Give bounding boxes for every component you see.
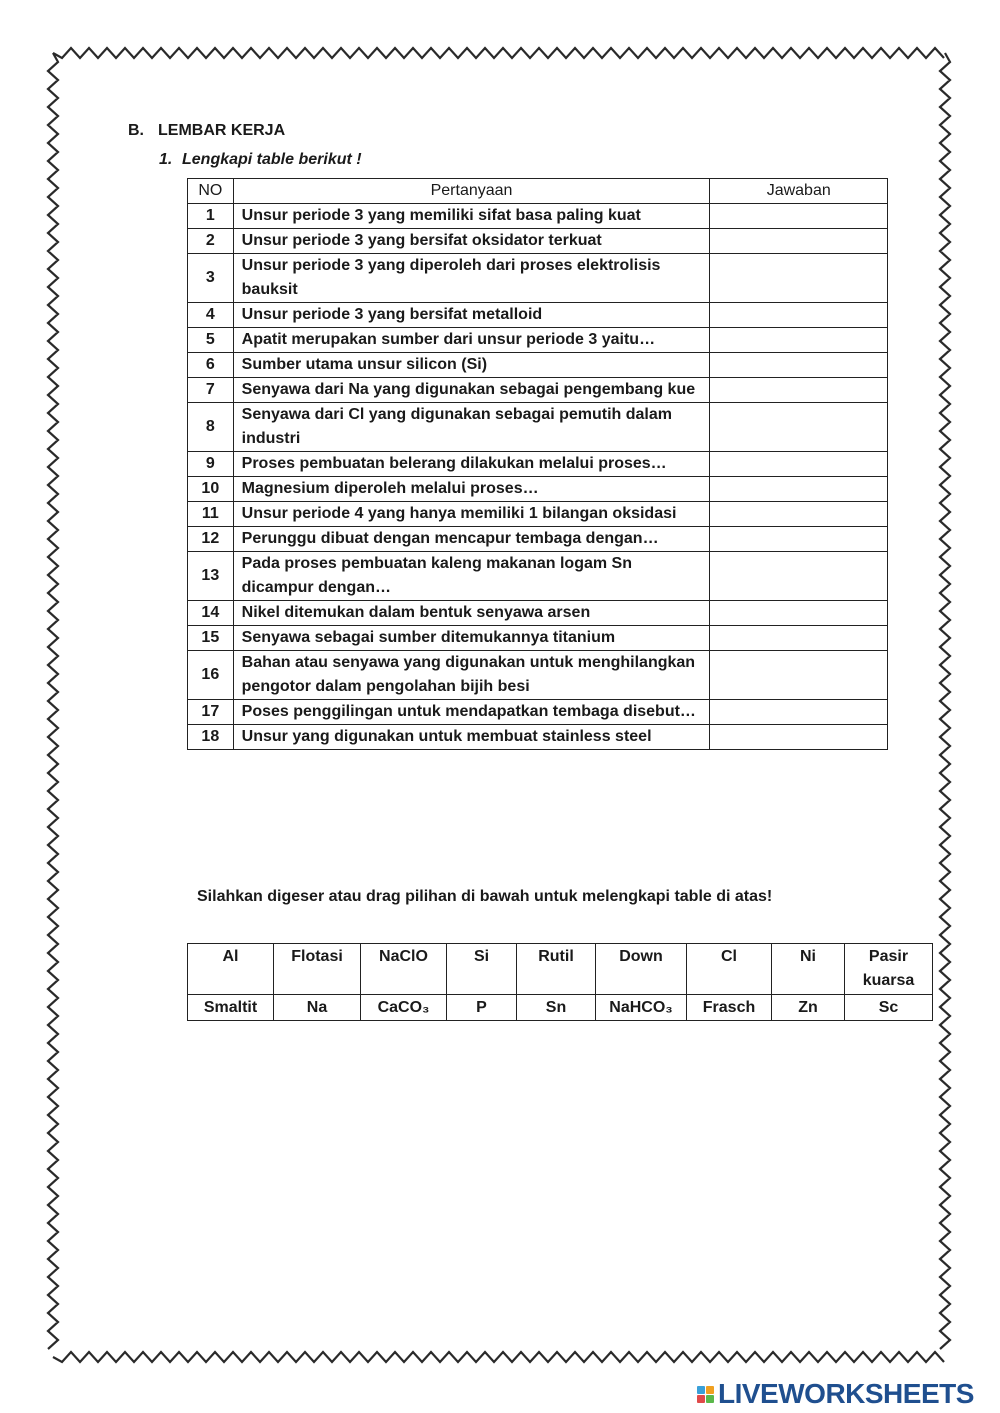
row-number: 2 bbox=[188, 229, 234, 254]
table-row bbox=[188, 651, 888, 700]
exercise-heading bbox=[159, 151, 362, 169]
draggable-option[interactable]: Cl bbox=[687, 944, 772, 995]
draggable-option[interactable]: Si bbox=[447, 944, 517, 995]
row-question: Sumber utama unsur silicon (Si) bbox=[233, 353, 710, 378]
draggable-option[interactable]: Sc bbox=[845, 995, 933, 1021]
row-question: Unsur periode 3 yang memiliki sifat basa paling kuat bbox=[233, 204, 710, 229]
row-number: 4 bbox=[188, 303, 234, 328]
options-row-1 bbox=[188, 944, 933, 995]
table-row bbox=[188, 403, 888, 452]
header-answer: Jawaban bbox=[710, 179, 888, 204]
row-number: 15 bbox=[188, 626, 234, 651]
row-number: 10 bbox=[188, 477, 234, 502]
answer-drop-cell[interactable] bbox=[710, 353, 888, 378]
section-title: LEMBAR KERJA bbox=[158, 122, 286, 139]
draggable-option[interactable]: Rutil bbox=[517, 944, 596, 995]
row-number: 13 bbox=[188, 552, 234, 601]
logo-tile bbox=[706, 1395, 714, 1403]
row-number: 16 bbox=[188, 651, 234, 700]
row-question: Bahan atau senyawa yang digunakan untuk menghilangkan pengotor dalam pengolahan bijih besi bbox=[233, 651, 710, 700]
row-number: 7 bbox=[188, 378, 234, 403]
row-question: Proses pembuatan belerang dilakukan melalui proses… bbox=[233, 452, 710, 477]
answer-drop-cell[interactable] bbox=[710, 601, 888, 626]
table-row bbox=[188, 700, 888, 725]
answer-drop-cell[interactable] bbox=[710, 700, 888, 725]
row-number: 5 bbox=[188, 328, 234, 353]
row-question: Poses penggilingan untuk mendapatkan tembaga disebut… bbox=[233, 700, 710, 725]
table-row bbox=[188, 477, 888, 502]
row-number: 3 bbox=[188, 254, 234, 303]
options-row-2 bbox=[188, 995, 933, 1021]
row-question: Senyawa dari Na yang digunakan sebagai pengembang kue bbox=[233, 378, 710, 403]
exercise-title: Lengkapi table berikut ! bbox=[182, 151, 362, 168]
table-row bbox=[188, 725, 888, 750]
answer-drop-cell[interactable] bbox=[710, 303, 888, 328]
row-question: Unsur yang digunakan untuk membuat stainless steel bbox=[233, 725, 710, 750]
table-row bbox=[188, 626, 888, 651]
row-question: Senyawa dari Cl yang digunakan sebagai pemutih dalam industri bbox=[233, 403, 710, 452]
table-row bbox=[188, 527, 888, 552]
row-question: Nikel ditemukan dalam bentuk senyawa arsen bbox=[233, 601, 710, 626]
question-table bbox=[187, 178, 888, 750]
row-question: Senyawa sebagai sumber ditemukannya titanium bbox=[233, 626, 710, 651]
row-question: Perunggu dibuat dengan mencapur tembaga dengan… bbox=[233, 527, 710, 552]
draggable-option[interactable]: Frasch bbox=[687, 995, 772, 1021]
row-number: 9 bbox=[188, 452, 234, 477]
draggable-option[interactable]: Smaltit bbox=[188, 995, 274, 1021]
header-question: Pertanyaan bbox=[233, 179, 710, 204]
answer-drop-cell[interactable] bbox=[710, 527, 888, 552]
answer-drop-cell[interactable] bbox=[710, 229, 888, 254]
row-number: 6 bbox=[188, 353, 234, 378]
zigzag-edge bbox=[53, 48, 944, 58]
answer-drop-cell[interactable] bbox=[710, 378, 888, 403]
draggable-option[interactable]: Na bbox=[274, 995, 361, 1021]
section-letter: B. bbox=[128, 122, 144, 139]
answer-drop-cell[interactable] bbox=[710, 626, 888, 651]
logo-tile bbox=[706, 1386, 714, 1394]
brand-text: LIVEWORKSHEETS bbox=[718, 1378, 974, 1409]
draggable-option[interactable]: Zn bbox=[772, 995, 845, 1021]
liveworksheets-logo-icon bbox=[697, 1386, 714, 1403]
draggable-option[interactable]: Down bbox=[596, 944, 687, 995]
table-row bbox=[188, 502, 888, 527]
row-question: Unsur periode 3 yang bersifat oksidator terkuat bbox=[233, 229, 710, 254]
draggable-option[interactable]: Sn bbox=[517, 995, 596, 1021]
draggable-option[interactable]: CaCO₃ bbox=[361, 995, 447, 1021]
table-row bbox=[188, 204, 888, 229]
table-row bbox=[188, 229, 888, 254]
row-number: 8 bbox=[188, 403, 234, 452]
answer-drop-cell[interactable] bbox=[710, 452, 888, 477]
draggable-option[interactable]: Pasir kuarsa bbox=[845, 944, 933, 995]
answer-drop-cell[interactable] bbox=[710, 204, 888, 229]
draggable-option[interactable]: Ni bbox=[772, 944, 845, 995]
table-row bbox=[188, 353, 888, 378]
row-number: 11 bbox=[188, 502, 234, 527]
drag-instruction: Silahkan digeser atau drag pilihan di bawah untuk melengkapi table di atas! bbox=[197, 888, 773, 905]
row-question: Unsur periode 3 yang diperoleh dari proses elektrolisis bauksit bbox=[233, 254, 710, 303]
zigzag-edge bbox=[940, 53, 950, 1349]
header-no: NO bbox=[188, 179, 234, 204]
row-number: 18 bbox=[188, 725, 234, 750]
table-row bbox=[188, 254, 888, 303]
liveworksheets-brand bbox=[697, 1378, 974, 1410]
draggable-option[interactable]: Flotasi bbox=[274, 944, 361, 995]
question-table-header bbox=[188, 179, 888, 204]
row-question: Pada proses pembuatan kaleng makanan logam Sn dicampur dengan… bbox=[233, 552, 710, 601]
answer-drop-cell[interactable] bbox=[710, 725, 888, 750]
row-question: Unsur periode 4 yang hanya memiliki 1 bilangan oksidasi bbox=[233, 502, 710, 527]
draggable-option[interactable]: NaHCO₃ bbox=[596, 995, 687, 1021]
table-row bbox=[188, 303, 888, 328]
answer-drop-cell[interactable] bbox=[710, 502, 888, 527]
answer-drop-cell[interactable] bbox=[710, 651, 888, 700]
row-number: 12 bbox=[188, 527, 234, 552]
logo-tile bbox=[697, 1386, 705, 1394]
draggable-option[interactable]: P bbox=[447, 995, 517, 1021]
answer-drop-cell[interactable] bbox=[710, 254, 888, 303]
row-question: Unsur periode 3 yang bersifat metalloid bbox=[233, 303, 710, 328]
logo-tile bbox=[697, 1395, 705, 1403]
table-row bbox=[188, 452, 888, 477]
zigzag-edge bbox=[48, 53, 58, 1349]
draggable-option[interactable]: Al bbox=[188, 944, 274, 995]
exercise-number: 1. bbox=[159, 151, 173, 168]
row-number: 17 bbox=[188, 700, 234, 725]
answer-drop-cell[interactable] bbox=[710, 477, 888, 502]
table-row bbox=[188, 552, 888, 601]
answer-options-table bbox=[187, 943, 933, 1021]
row-question: Magnesium diperoleh melalui proses… bbox=[233, 477, 710, 502]
zigzag-edge bbox=[53, 1352, 944, 1362]
table-row bbox=[188, 378, 888, 403]
draggable-option[interactable]: NaClO bbox=[361, 944, 447, 995]
row-number: 14 bbox=[188, 601, 234, 626]
answer-drop-cell[interactable] bbox=[710, 403, 888, 452]
table-row bbox=[188, 601, 888, 626]
answer-drop-cell[interactable] bbox=[710, 328, 888, 353]
table-row bbox=[188, 328, 888, 353]
row-question: Apatit merupakan sumber dari unsur periode 3 yaitu… bbox=[233, 328, 710, 353]
row-number: 1 bbox=[188, 204, 234, 229]
answer-drop-cell[interactable] bbox=[710, 552, 888, 601]
section-heading bbox=[128, 122, 285, 140]
